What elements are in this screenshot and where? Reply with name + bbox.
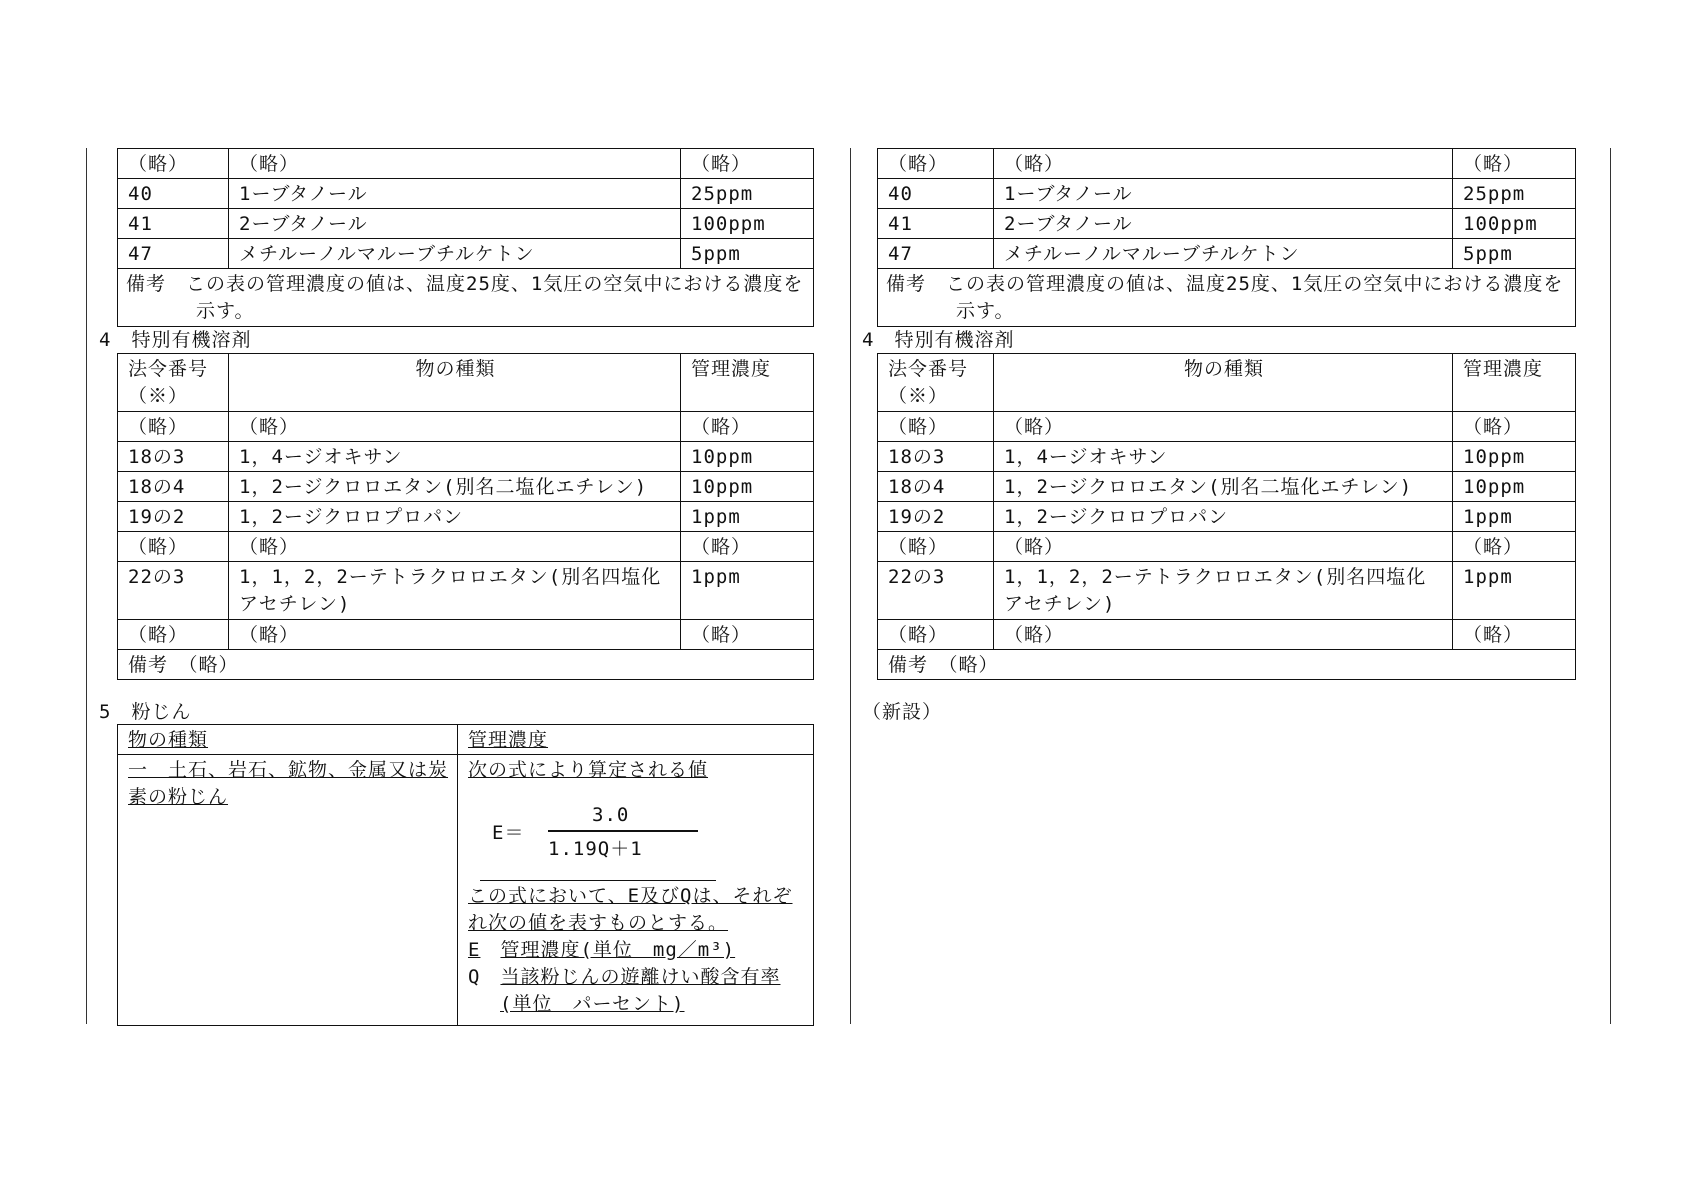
section-heading: 4 特別有機溶剤 — [99, 329, 252, 351]
table-row — [118, 442, 814, 472]
table-row — [118, 239, 814, 269]
table-remark: 備考 この表の管理濃度の値は、温度25度、1気圧の空気中における濃度を示す。 — [878, 269, 1576, 327]
cell-number: 47 — [878, 239, 994, 269]
cell-concentration: 管理濃度 — [681, 354, 814, 412]
cell-substance: 1，2ージクロロエタン(別名二塩化エチレン) — [229, 472, 681, 502]
cell-substance: 1，2ージクロロエタン(別名二塩化エチレン) — [994, 472, 1453, 502]
cell-number: 40 — [878, 179, 994, 209]
cell-number: 18の4 — [118, 472, 229, 502]
formula-numerator: 3.0 — [592, 804, 630, 826]
table-row — [118, 179, 814, 209]
section-heading: 5 粉じん — [99, 701, 192, 723]
cell-concentration: 25ppm — [1453, 179, 1576, 209]
special-organic-solvent-table-new — [117, 353, 814, 680]
cell-number: 18の4 — [878, 472, 994, 502]
table-row — [878, 412, 1576, 442]
cell-number: 40 — [118, 179, 229, 209]
cell-concentration: 10ppm — [1453, 442, 1576, 472]
cell-substance: メチルーノルマルーブチルケトン — [994, 239, 1453, 269]
cell-substance: （略） — [994, 412, 1453, 442]
table-row — [878, 179, 1576, 209]
dust-substance: 一 土石、岩石、鉱物、金属又は炭素の粉じん — [128, 759, 449, 808]
table-row — [878, 149, 1576, 179]
formula-underline — [480, 880, 716, 881]
cell-substance: 1ーブタノール — [994, 179, 1453, 209]
organic-solvent-table-new — [117, 148, 814, 327]
cell-number: 法令番号（※） — [118, 354, 229, 412]
right-border-line — [1610, 148, 1611, 1024]
cell-substance: 1，2ージクロロプロパン — [994, 502, 1453, 532]
def-q-symbol: Q — [468, 966, 481, 988]
cell-substance: （略） — [229, 149, 681, 179]
cell-number: 18の3 — [878, 442, 994, 472]
cell-substance: （略） — [994, 149, 1453, 179]
table-row — [118, 502, 814, 532]
cell-concentration: 25ppm — [681, 179, 814, 209]
cell-substance: 物の種類 — [994, 354, 1453, 412]
table-row — [118, 354, 814, 412]
cell-number: （略） — [878, 620, 994, 650]
cell-concentration: （略） — [681, 149, 814, 179]
cell-number: 41 — [118, 209, 229, 239]
fraction-bar — [548, 830, 698, 832]
header-substance: 物の種類 — [118, 725, 458, 755]
table-row — [118, 532, 814, 562]
cell-concentration: （略） — [681, 532, 814, 562]
cell-substance: （略） — [229, 620, 681, 650]
table-row — [118, 620, 814, 650]
cell-concentration: 1ppm — [681, 502, 814, 532]
table-row — [878, 562, 1576, 620]
cell-concentration: 10ppm — [1453, 472, 1576, 502]
cell-number: （略） — [118, 532, 229, 562]
cell-substance: 1，1，2，2ーテトラクロロエタン(別名四塩化アセチレン) — [229, 562, 681, 620]
cell-number: （略） — [878, 412, 994, 442]
cell-number: （略） — [118, 149, 229, 179]
def-e: 管理濃度(単位 mg／m³) — [500, 939, 736, 961]
cell-concentration: 1ppm — [1453, 502, 1576, 532]
cell-substance: メチルーノルマルーブチルケトン — [229, 239, 681, 269]
new-provision-label: （新設） — [862, 701, 943, 723]
cell-number: （略） — [118, 620, 229, 650]
cell-substance: 物の種類 — [229, 354, 681, 412]
left-border-line — [86, 148, 87, 1024]
special-organic-solvent-table-old — [877, 353, 1576, 680]
cell-concentration: 5ppm — [1453, 239, 1576, 269]
cell-substance: （略） — [994, 620, 1453, 650]
cell-number: 19の2 — [118, 502, 229, 532]
table-row — [878, 620, 1576, 650]
table-remark: 備考 （略） — [878, 650, 1576, 680]
table-row — [118, 472, 814, 502]
header-control-concentration: 管理濃度 — [458, 725, 814, 755]
cell-substance: 1，4ージオキサン — [994, 442, 1453, 472]
cell-number: 22の3 — [878, 562, 994, 620]
table-row — [118, 209, 814, 239]
def-q: 当該粉じんの遊離けい酸含有率(単位 パーセント) — [500, 966, 781, 1015]
cell-concentration: （略） — [1453, 532, 1576, 562]
cell-substance: 2ーブタノール — [994, 209, 1453, 239]
table-remark: 備考 （略） — [118, 650, 814, 680]
cell-substance: （略） — [994, 532, 1453, 562]
cell-concentration: 10ppm — [681, 442, 814, 472]
formula — [492, 802, 702, 872]
cell-number: 41 — [878, 209, 994, 239]
cell-concentration: （略） — [681, 412, 814, 442]
table-row — [118, 149, 814, 179]
section-heading: 4 特別有機溶剤 — [862, 329, 1015, 351]
cell-substance: 2ーブタノール — [229, 209, 681, 239]
def-e-symbol: E — [468, 939, 481, 961]
table-row — [878, 532, 1576, 562]
table-row — [878, 502, 1576, 532]
cell-substance: （略） — [229, 532, 681, 562]
table-row — [878, 354, 1576, 412]
cell-number: 18の3 — [118, 442, 229, 472]
value-intro: 次の式により算定される値 — [468, 759, 709, 781]
table-row — [118, 562, 814, 620]
cell-substance: 1ーブタノール — [229, 179, 681, 209]
table-remark: 備考 この表の管理濃度の値は、温度25度、1気圧の空気中における濃度を示す。 — [118, 269, 814, 327]
cell-number: 47 — [118, 239, 229, 269]
table-row — [118, 412, 814, 442]
center-divider-line — [850, 148, 851, 1024]
table-row — [878, 442, 1576, 472]
organic-solvent-table-old — [877, 148, 1576, 327]
cell-substance: 1，4ージオキサン — [229, 442, 681, 472]
cell-substance: 1，1，2，2ーテトラクロロエタン(別名四塩化アセチレン) — [994, 562, 1453, 620]
dust-table — [117, 724, 814, 1026]
cell-number: 法令番号（※） — [878, 354, 994, 412]
table-row — [878, 209, 1576, 239]
cell-concentration: （略） — [1453, 620, 1576, 650]
table-row — [878, 472, 1576, 502]
cell-substance: （略） — [229, 412, 681, 442]
cell-concentration: 管理濃度 — [1453, 354, 1576, 412]
cell-number: 19の2 — [878, 502, 994, 532]
cell-number: 22の3 — [118, 562, 229, 620]
cell-concentration: 1ppm — [681, 562, 814, 620]
cell-concentration: 10ppm — [681, 472, 814, 502]
cell-substance: 1，2ージクロロプロパン — [229, 502, 681, 532]
cell-concentration: 1ppm — [1453, 562, 1576, 620]
table-row — [878, 239, 1576, 269]
cell-number: （略） — [878, 532, 994, 562]
cell-concentration: （略） — [1453, 412, 1576, 442]
cell-concentration: （略） — [681, 620, 814, 650]
cell-concentration: （略） — [1453, 149, 1576, 179]
cell-number: （略） — [878, 149, 994, 179]
formula-note: この式において、E及びQは、それぞれ次の値を表すものとする。 — [468, 885, 793, 934]
formula-lhs: E＝ — [492, 822, 525, 844]
cell-concentration: 100ppm — [1453, 209, 1576, 239]
cell-concentration: 100ppm — [681, 209, 814, 239]
formula-denominator: 1.19Q＋1 — [548, 838, 643, 860]
cell-number: （略） — [118, 412, 229, 442]
cell-concentration: 5ppm — [681, 239, 814, 269]
